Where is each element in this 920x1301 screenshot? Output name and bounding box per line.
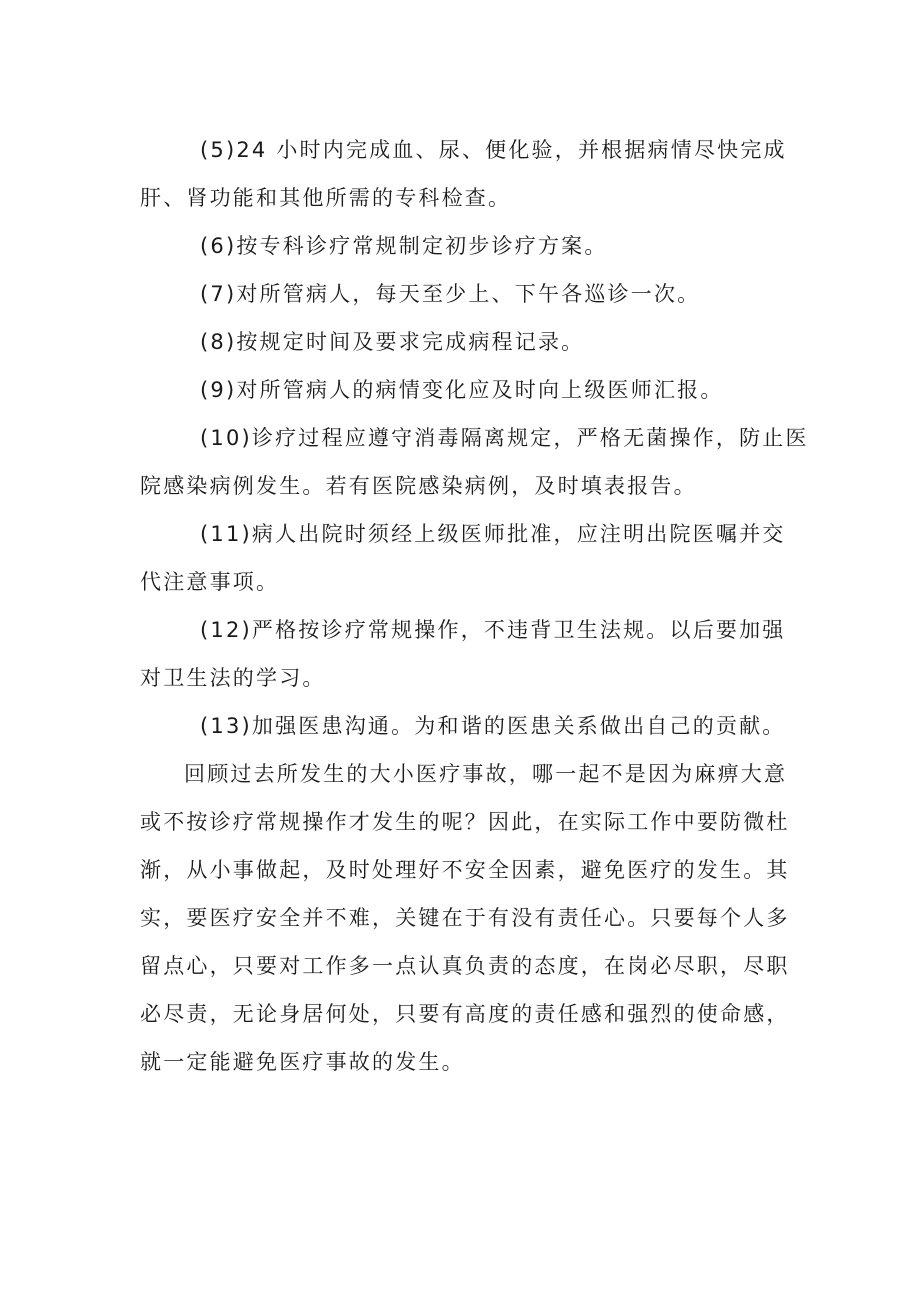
paragraph-item-12 xyxy=(140,606,792,702)
paragraph-item-8 xyxy=(140,318,792,366)
text-line: (6)按专科诊疗常规制定初步诊疗方案。 xyxy=(200,234,608,258)
text-line: 肝、肾功能和其他所需的专科检查。 xyxy=(140,186,512,210)
text-line: (12)严格按诊疗常规操作，不违背卫生法规。以后要加强 xyxy=(200,618,786,642)
text-line: 或不按诊疗常规操作才发生的呢？因此，在实际工作中要防微杜 xyxy=(140,810,790,834)
paragraph-item-5 xyxy=(140,126,792,222)
text-line: 实，要医疗安全并不难，关键在于有没有责任心。只要每个人多 xyxy=(140,906,790,930)
text-line: (9)对所管病人的病情变化应及时向上级医师汇报。 xyxy=(200,378,724,402)
text-line: (5)24 小时内完成血、尿、便化验，并根据病情尽快完成 xyxy=(200,138,787,162)
paragraph-item-13 xyxy=(140,702,792,750)
text-line: 院感染病例发生。若有医院感染病例，及时填表报告。 xyxy=(140,474,697,498)
paragraph-item-6 xyxy=(140,222,792,270)
text-line: (11)病人出院时须经上级医师批准，应注明出院医嘱并交 xyxy=(200,522,786,546)
text-line: 必尽责，无论身居何处，只要有高度的责任感和强烈的使命感， xyxy=(140,1002,790,1026)
text-line: 对卫生法的学习。 xyxy=(140,666,326,690)
text-line: 渐，从小事做起，及时处理好不安全因素，避免医疗的发生。其 xyxy=(140,858,790,882)
text-line: 留点心，只要对工作多一点认真负责的态度，在岗必尽职，尽职 xyxy=(140,954,790,978)
paragraph-summary xyxy=(140,750,792,1086)
text-line: (10)诊疗过程应遵守消毒隔离规定，严格无菌操作，防止医 xyxy=(200,426,809,450)
paragraph-item-11 xyxy=(140,510,792,606)
text-line: (7)对所管病人，每天至少上、下午各巡诊一次。 xyxy=(200,282,701,306)
text-line: 回顾过去所发生的大小医疗事故，哪一起不是因为麻痹大意 xyxy=(184,762,788,786)
paragraph-item-7 xyxy=(140,270,792,318)
document-body xyxy=(140,126,809,1086)
text-line: (8)按规定时间及要求完成病程记录。 xyxy=(200,330,585,354)
text-line: 代注意事项。 xyxy=(140,570,280,594)
text-line: 就一定能避免医疗事故的发生。 xyxy=(140,1050,465,1074)
paragraph-item-10 xyxy=(140,414,809,510)
text-line: (13)加强医患沟通。为和谐的医患关系做出自己的贡献。 xyxy=(200,714,786,738)
paragraph-item-9 xyxy=(140,366,792,414)
